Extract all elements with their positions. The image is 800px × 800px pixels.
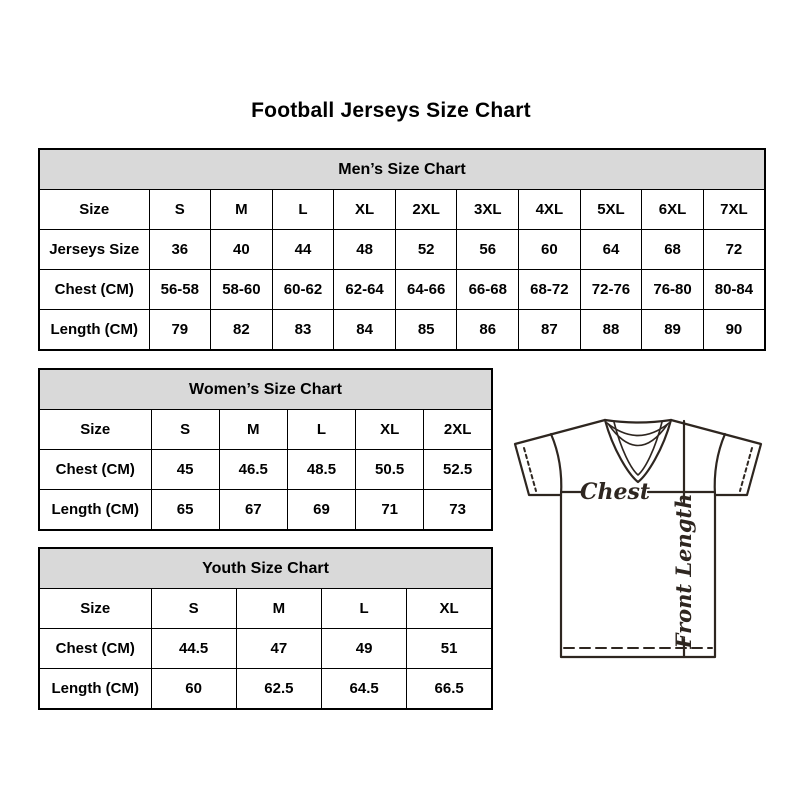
value-cell: 45	[151, 450, 219, 490]
table-row	[39, 589, 492, 629]
value-cell: 44.5	[151, 629, 236, 669]
womens-size-table	[38, 368, 493, 531]
value-cell: M	[219, 410, 287, 450]
value-cell: L	[322, 589, 407, 629]
value-cell: 90	[703, 310, 765, 351]
value-cell: 44	[272, 230, 334, 270]
value-cell: 87	[519, 310, 581, 351]
page-title: Football Jerseys Size Chart	[251, 99, 531, 122]
mens-size-table	[38, 148, 766, 351]
row-label-cell: Chest (CM)	[39, 450, 151, 490]
row-label-cell: Length (CM)	[39, 310, 149, 351]
value-cell: 65	[151, 490, 219, 531]
value-cell: 46.5	[219, 450, 287, 490]
value-cell: 80-84	[703, 270, 765, 310]
value-cell: 72	[703, 230, 765, 270]
value-cell: 2XL	[395, 190, 457, 230]
value-cell: 67	[219, 490, 287, 531]
value-cell: 89	[642, 310, 704, 351]
value-cell: 52	[395, 230, 457, 270]
value-cell: 69	[287, 490, 355, 531]
row-label-cell: Length (CM)	[39, 490, 151, 531]
value-cell: 60-62	[272, 270, 334, 310]
value-cell: 62.5	[236, 669, 321, 710]
collar-top-edge	[605, 420, 671, 423]
table-title: Women’s Size Chart	[39, 369, 492, 410]
value-cell: 48	[334, 230, 396, 270]
value-cell: XL	[407, 589, 492, 629]
value-cell: 66.5	[407, 669, 492, 710]
table-row	[39, 190, 765, 230]
value-cell: L	[287, 410, 355, 450]
value-cell: 82	[211, 310, 273, 351]
value-cell: 49	[322, 629, 407, 669]
value-cell: M	[236, 589, 321, 629]
value-cell: 48.5	[287, 450, 355, 490]
value-cell: 64.5	[322, 669, 407, 710]
row-label-cell: Size	[39, 589, 151, 629]
value-cell: S	[149, 190, 211, 230]
table-row	[39, 410, 492, 450]
row-label-cell: Size	[39, 190, 149, 230]
value-cell: 6XL	[642, 190, 704, 230]
value-cell: 86	[457, 310, 519, 351]
table-title: Youth Size Chart	[39, 548, 492, 589]
right-seam	[715, 434, 725, 495]
value-cell: 64-66	[395, 270, 457, 310]
table-row	[39, 490, 492, 531]
value-cell: 7XL	[703, 190, 765, 230]
value-cell: 58-60	[211, 270, 273, 310]
table-row	[39, 629, 492, 669]
front-length-label: Front Length	[671, 493, 696, 649]
value-cell: 71	[356, 490, 424, 531]
chest-label: Chest	[579, 479, 651, 505]
table-title-row	[39, 548, 492, 589]
value-cell: 66-68	[457, 270, 519, 310]
value-cell: 56-58	[149, 270, 211, 310]
row-label-cell: Chest (CM)	[39, 629, 151, 669]
jersey-illustration-icon	[503, 398, 773, 670]
table-title-row	[39, 369, 492, 410]
value-cell: 2XL	[424, 410, 492, 450]
value-cell: 36	[149, 230, 211, 270]
value-cell: 76-80	[642, 270, 704, 310]
table-row	[39, 669, 492, 710]
value-cell: 68	[642, 230, 704, 270]
value-cell: 88	[580, 310, 642, 351]
value-cell: 5XL	[580, 190, 642, 230]
jersey-outline	[515, 420, 761, 657]
row-label-cell: Size	[39, 410, 151, 450]
table-title: Men’s Size Chart	[39, 149, 765, 190]
value-cell: 47	[236, 629, 321, 669]
value-cell: 79	[149, 310, 211, 351]
value-cell: XL	[334, 190, 396, 230]
youth-size-table	[38, 547, 493, 710]
value-cell: 83	[272, 310, 334, 351]
value-cell: 60	[519, 230, 581, 270]
value-cell: 72-76	[580, 270, 642, 310]
table-row	[39, 270, 765, 310]
value-cell: 52.5	[424, 450, 492, 490]
value-cell: 62-64	[334, 270, 396, 310]
table-row	[39, 310, 765, 351]
value-cell: M	[211, 190, 273, 230]
value-cell: 40	[211, 230, 273, 270]
value-cell: 51	[407, 629, 492, 669]
table-title-row	[39, 149, 765, 190]
table-row	[39, 450, 492, 490]
value-cell: 73	[424, 490, 492, 531]
value-cell: XL	[356, 410, 424, 450]
row-label-cell: Length (CM)	[39, 669, 151, 710]
value-cell: S	[151, 410, 219, 450]
value-cell: 50.5	[356, 450, 424, 490]
left-seam	[551, 434, 561, 495]
collar-inner-v	[614, 422, 662, 475]
value-cell: 56	[457, 230, 519, 270]
table-row	[39, 230, 765, 270]
value-cell: 64	[580, 230, 642, 270]
value-cell: 4XL	[519, 190, 581, 230]
value-cell: 60	[151, 669, 236, 710]
row-label-cell: Chest (CM)	[39, 270, 149, 310]
value-cell: 3XL	[457, 190, 519, 230]
value-cell: 84	[334, 310, 396, 351]
value-cell: 85	[395, 310, 457, 351]
value-cell: 68-72	[519, 270, 581, 310]
row-label-cell: Jerseys Size	[39, 230, 149, 270]
jersey-measurement-diagram	[503, 398, 773, 670]
value-cell: S	[151, 589, 236, 629]
value-cell: L	[272, 190, 334, 230]
